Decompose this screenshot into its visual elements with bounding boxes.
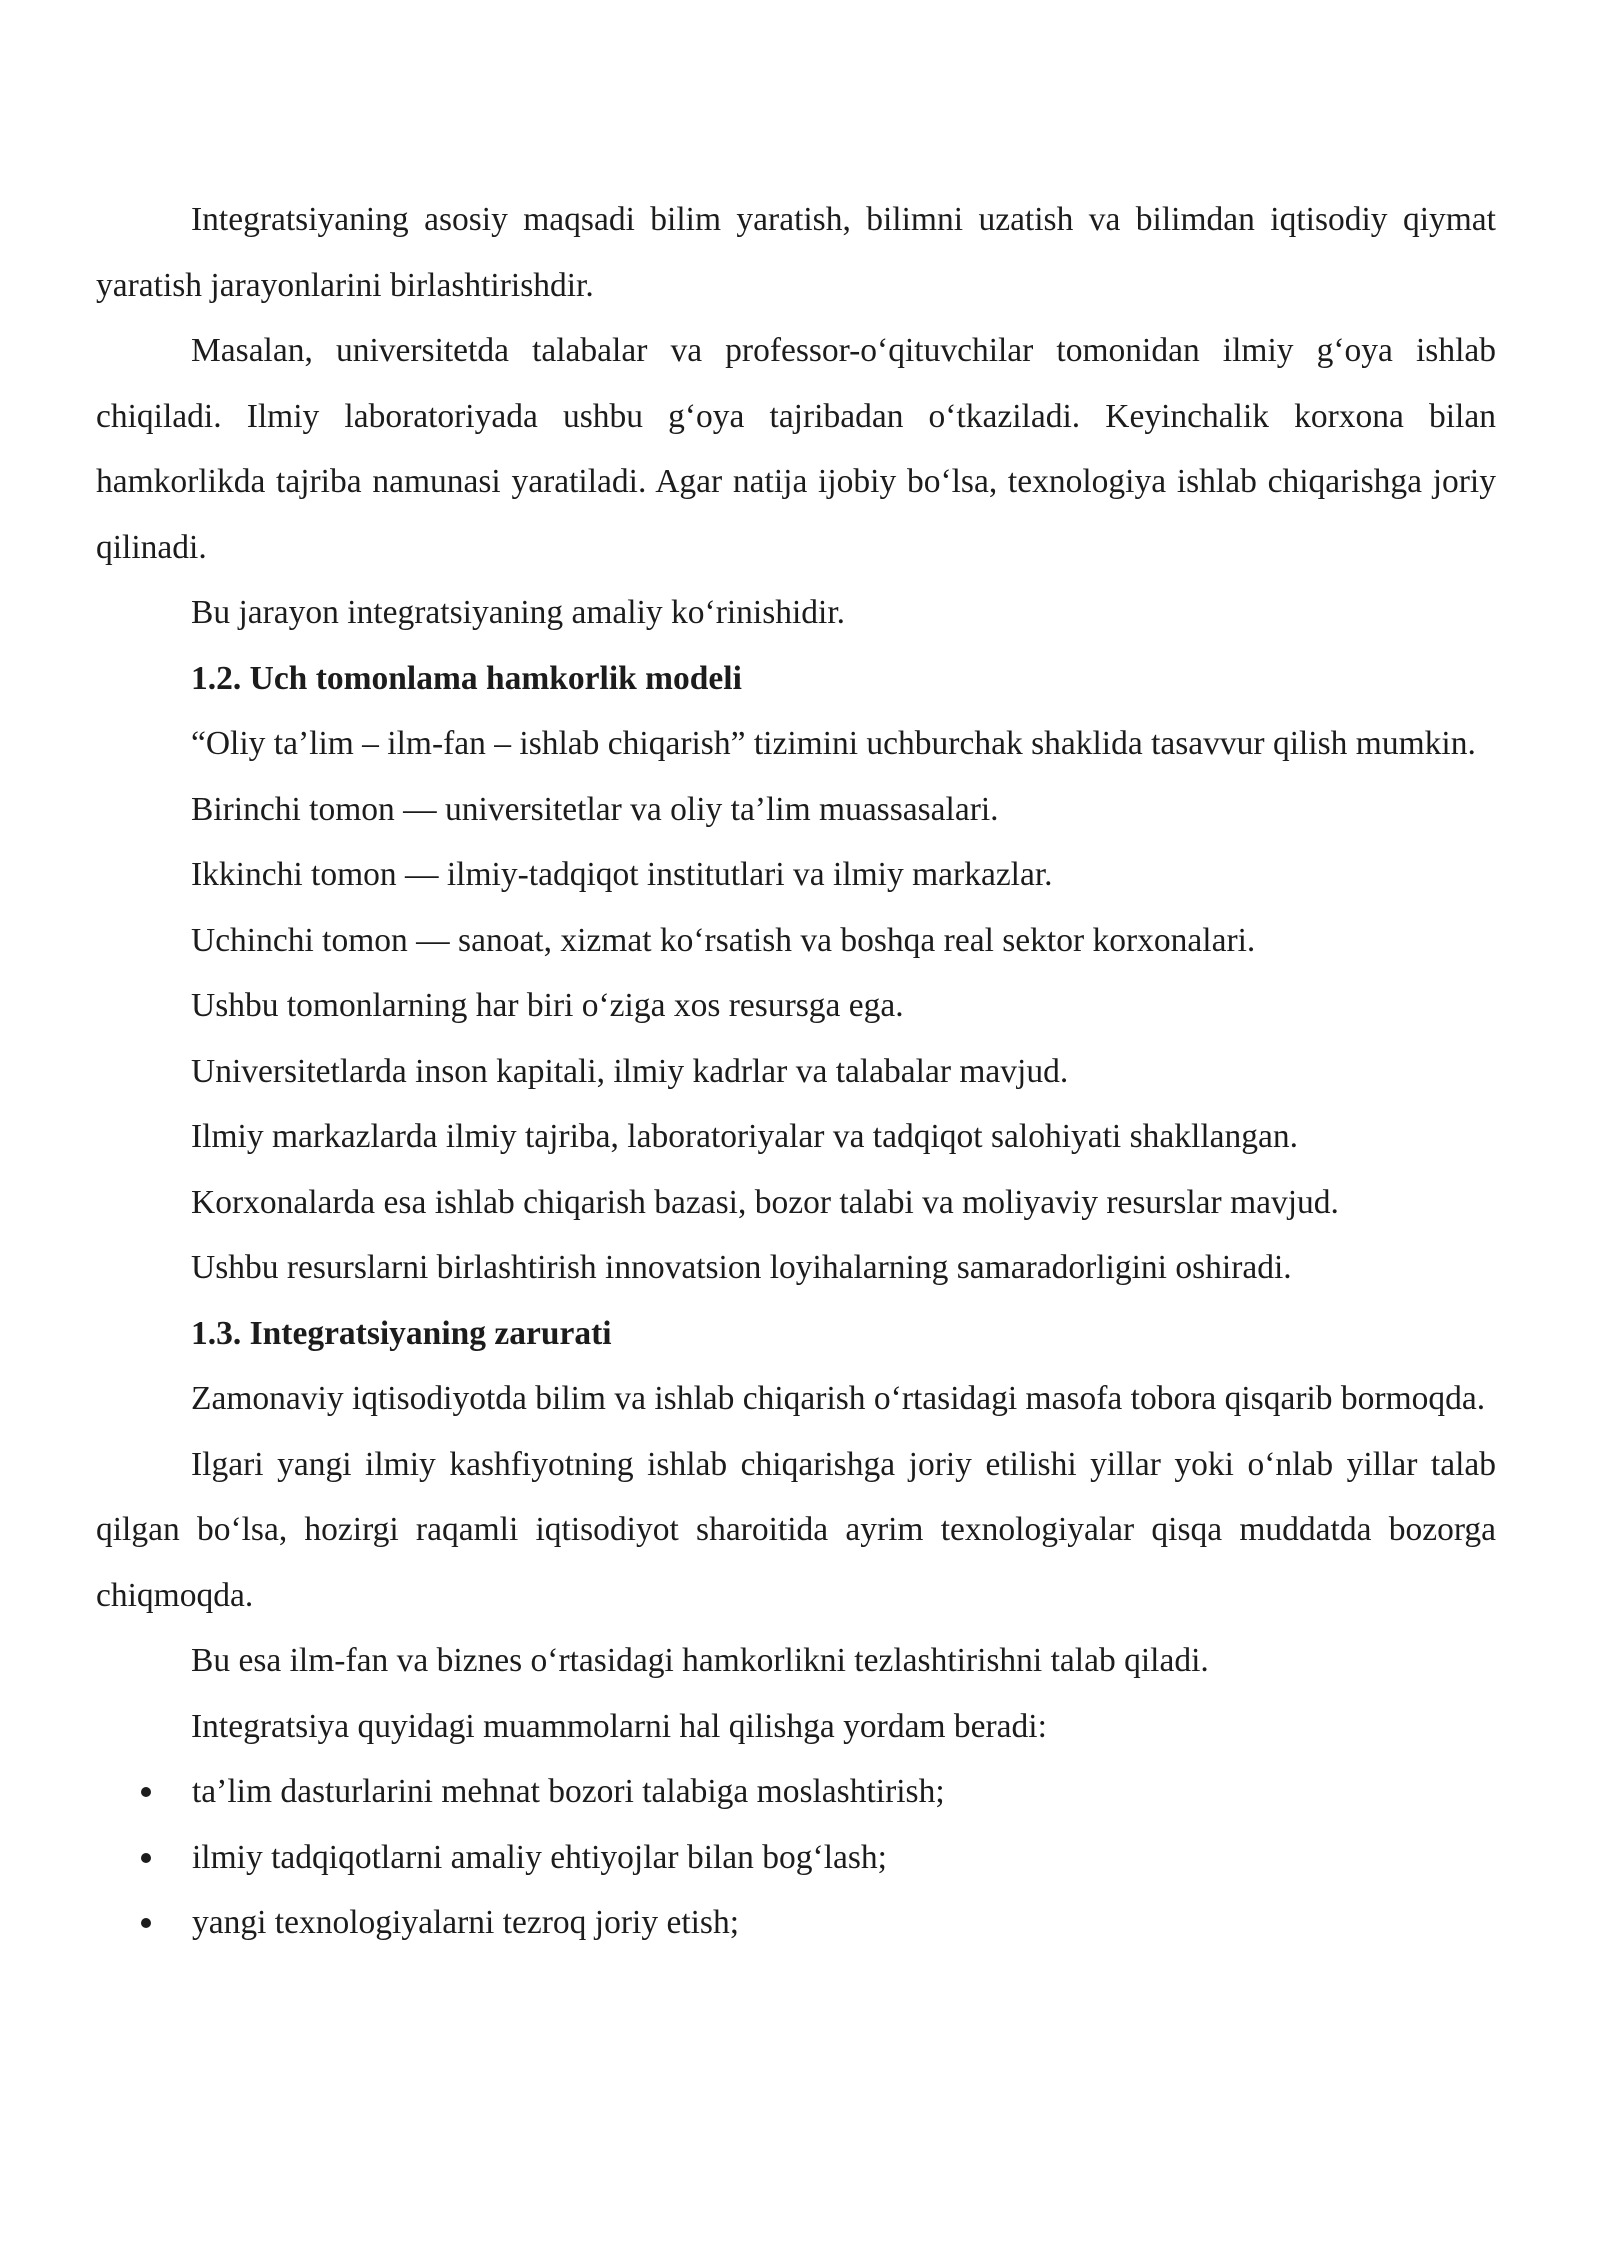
section-heading-1-2: 1.2. Uch tomonlama hamkorlik modeli (191, 659, 742, 697)
paragraph: Bu jarayon integratsiyaning amaliy ko‘rinishidir. (191, 594, 846, 631)
bullet-icon (141, 1853, 151, 1863)
section-heading-1-3: 1.3. Integratsiyaning zarurati (191, 1314, 612, 1352)
paragraph: Masalan, universitetda talabalar va professor-o‘qituvchilar tomonidan ilmiy g‘oya ishlab chiqiladi. Ilmiy laboratoriyada ushbu g‘oya tajribadan o‘tkaziladi. Keyinchalik korxona bilan hamkorlikda tajriba namunasi yaratiladi. Agar natija ijobiy bo‘lsa, texnologiya ishlab chiqarishga joriy qilinadi. (96, 332, 1496, 566)
list-item-text: yangi texnologiyalarni tezroq joriy etish; (192, 1904, 740, 1941)
list-item (96, 1759, 1496, 1825)
list-item (96, 1890, 1496, 1956)
list-item-text: ilmiy tadqiqotlarni amaliy ehtiyojlar bilan bog‘lash; (192, 1838, 887, 1876)
list-item-text: ta’lim dasturlarini mehnat bozori talabiga moslashtirish; (192, 1773, 945, 1810)
paragraph: Ushbu tomonlarning har biri o‘ziga xos resursga ega. (191, 987, 904, 1024)
bullet-list (96, 1759, 1496, 1956)
paragraph: Integratsiya quyidagi muammolarni hal qilishga yordam beradi: (191, 1707, 1047, 1745)
paragraph: Korxonalarda esa ishlab chiqarish bazasi, bozor talabi va moliyaviy resurslar mavjud. (191, 1183, 1339, 1221)
paragraph: Ilmiy markazlarda ilmiy tajriba, laboratoriyalar va tadqiqot salohiyati shakllangan. (191, 1118, 1298, 1155)
bullet-icon (141, 1787, 151, 1797)
paragraph: Zamonaviy iqtisodiyotda bilim va ishlab chiqarish o‘rtasidagi masofa tobora qisqarib bormoqda. (191, 1380, 1486, 1417)
paragraph: Ushbu resurslarni birlashtirish innovatsion loyihalarning samaradorligini oshiradi. (191, 1249, 1292, 1286)
paragraph: Bu esa ilm-fan va biznes o‘rtasidagi hamkorlikni tezlashtirishni talab qiladi. (191, 1642, 1209, 1679)
paragraph: “Oliy ta’lim – ilm-fan – ishlab chiqarish” tizimini uchburchak shaklida tasavvur qilish mumkin. (191, 725, 1476, 762)
document-page (96, 187, 1496, 1956)
paragraph: Uchinchi tomon — sanoat, xizmat ko‘rsatish va boshqa real sektor korxonalari. (191, 921, 1256, 959)
paragraph: Ilgari yangi ilmiy kashfiyotning ishlab chiqarishga joriy etilishi yillar yoki o‘nlab yillar talab qilgan bo‘lsa, hozirgi raqamli iqtisodiyot sharoitida ayrim texnologiyalar qisqa muddatda bozorga chiqmoqda. (96, 1445, 1496, 1614)
paragraph: Universitetlarda inson kapitali, ilmiy kadrlar va talabalar mavjud. (191, 1052, 1069, 1090)
list-item (96, 1825, 1496, 1891)
paragraph: Birinchi tomon — universitetlar va oliy ta’lim muassasalari. (191, 790, 999, 828)
paragraph: Integratsiyaning asosiy maqsadi bilim yaratish, bilimni uzatish va bilimdan iqtisodiy qiymat yaratish jarayonlarini birlashtirishdir. (96, 201, 1496, 304)
bullet-icon (141, 1918, 151, 1928)
paragraph: Ikkinchi tomon — ilmiy-tadqiqot institutlari va ilmiy markazlar. (191, 856, 1053, 893)
